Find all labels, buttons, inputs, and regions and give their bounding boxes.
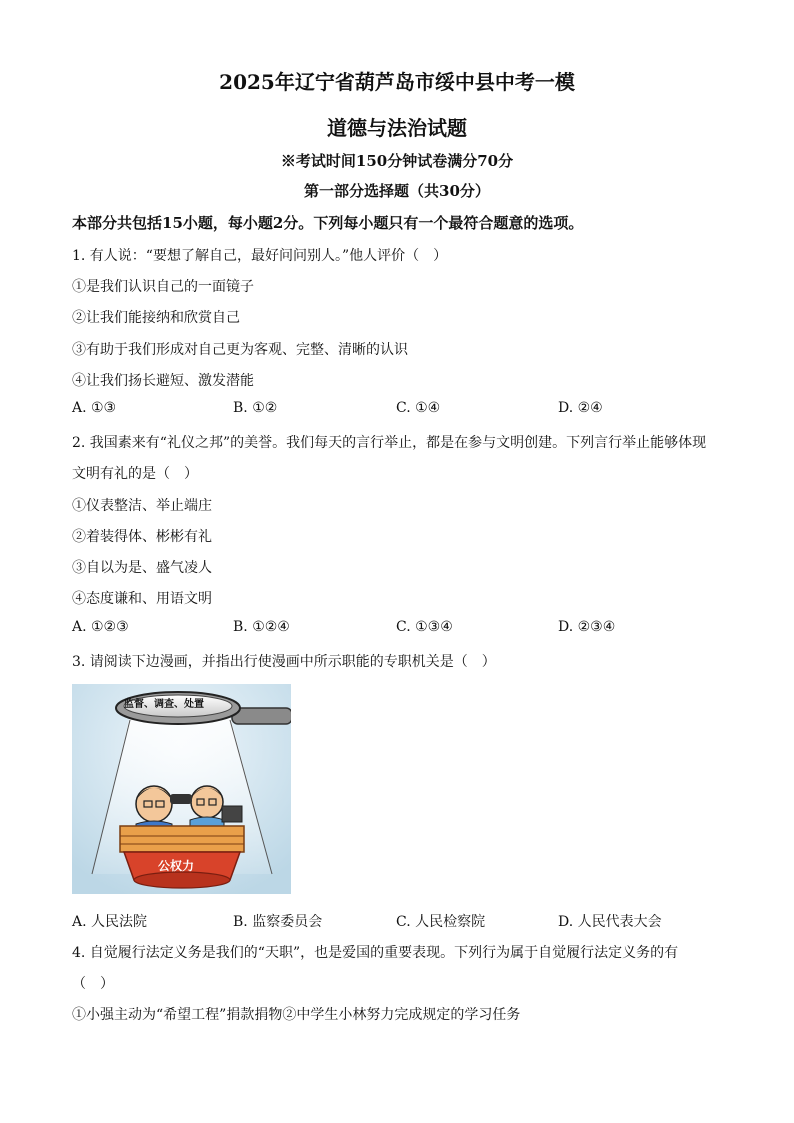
q4-item: ①小强主动为“希望工程”捐款捐物②中学生小林努力完成规定的学习任务	[72, 1007, 521, 1023]
q4-stem: 4. 自觉履行法定义务是我们的“天职”，也是爱国的重要表现。下列行为属于自觉履行法定义务的有	[72, 945, 679, 961]
q2-option-b[interactable]: B. ①②④	[233, 619, 290, 635]
q3-stem: 3. 请阅读下边漫画，并指出行使漫画中所示职能的专职机关是（ ）	[72, 654, 496, 670]
q1-stem: 1. 有人说：“要想了解自己，最好问问别人。”他人评价（ ）	[72, 248, 448, 264]
exam-title: 2025年辽宁省葫芦岛市绥中县中考一模	[219, 70, 575, 94]
q4-stem-continued: （ ）	[72, 976, 114, 992]
q1-item: ②让我们能接纳和欣赏自己	[72, 310, 240, 326]
q2-option-c[interactable]: C. ①③④	[396, 619, 453, 635]
cartoon-banner-text: 监督、调查、处置	[124, 699, 204, 710]
q1-option-a[interactable]: A. ①③	[72, 400, 117, 416]
q1-option-b[interactable]: B. ①②	[233, 400, 278, 416]
q2-item: ②着装得体、彬彬有礼	[72, 529, 212, 545]
q1-option-c[interactable]: C. ①④	[396, 400, 441, 416]
q3-option-d[interactable]: D. 人民代表大会	[558, 914, 662, 930]
q2-option-d[interactable]: D. ②③④	[558, 619, 616, 635]
q2-option-a[interactable]: A. ①②③	[72, 619, 129, 635]
q3-option-a[interactable]: A. 人民法院	[72, 914, 148, 930]
q2-stem: 2. 我国素来有“礼仪之邦”的美誉。我们每天的言行举止，都是在参与文明创建。下列言行举止能够体现	[72, 435, 707, 451]
q1-option-d[interactable]: D. ②④	[558, 400, 603, 416]
q1-item: ①是我们认识自己的一面镜子	[72, 279, 254, 295]
cartoon-image	[72, 684, 291, 894]
q3-option-c[interactable]: C. 人民检察院	[396, 914, 486, 930]
exam-subtitle: 道德与法治试题	[327, 116, 467, 140]
q2-stem-continued: 文明有礼的是（ ）	[72, 466, 198, 482]
q3-option-b[interactable]: B. 监察委员会	[233, 914, 323, 930]
q2-item: ④态度谦和、用语文明	[72, 591, 212, 607]
cartoon-base-text: 公权力	[158, 859, 195, 873]
q2-item: ①仪表整洁、举止端庄	[72, 498, 212, 514]
section-title: 第一部分选择题（共30分）	[304, 182, 490, 200]
q2-item: ③自以为是、盛气凌人	[72, 560, 212, 576]
section-instructions: 本部分共包括15小题，每小题2分。下列每小题只有一个最符合题意的选项。	[72, 214, 584, 232]
q1-item: ④让我们扬长避短、激发潜能	[72, 373, 254, 389]
exam-info: ※考试时间150分钟试卷满分70分	[280, 152, 514, 170]
q1-item: ③有助于我们形成对自己更为客观、完整、清晰的认识	[72, 342, 408, 358]
